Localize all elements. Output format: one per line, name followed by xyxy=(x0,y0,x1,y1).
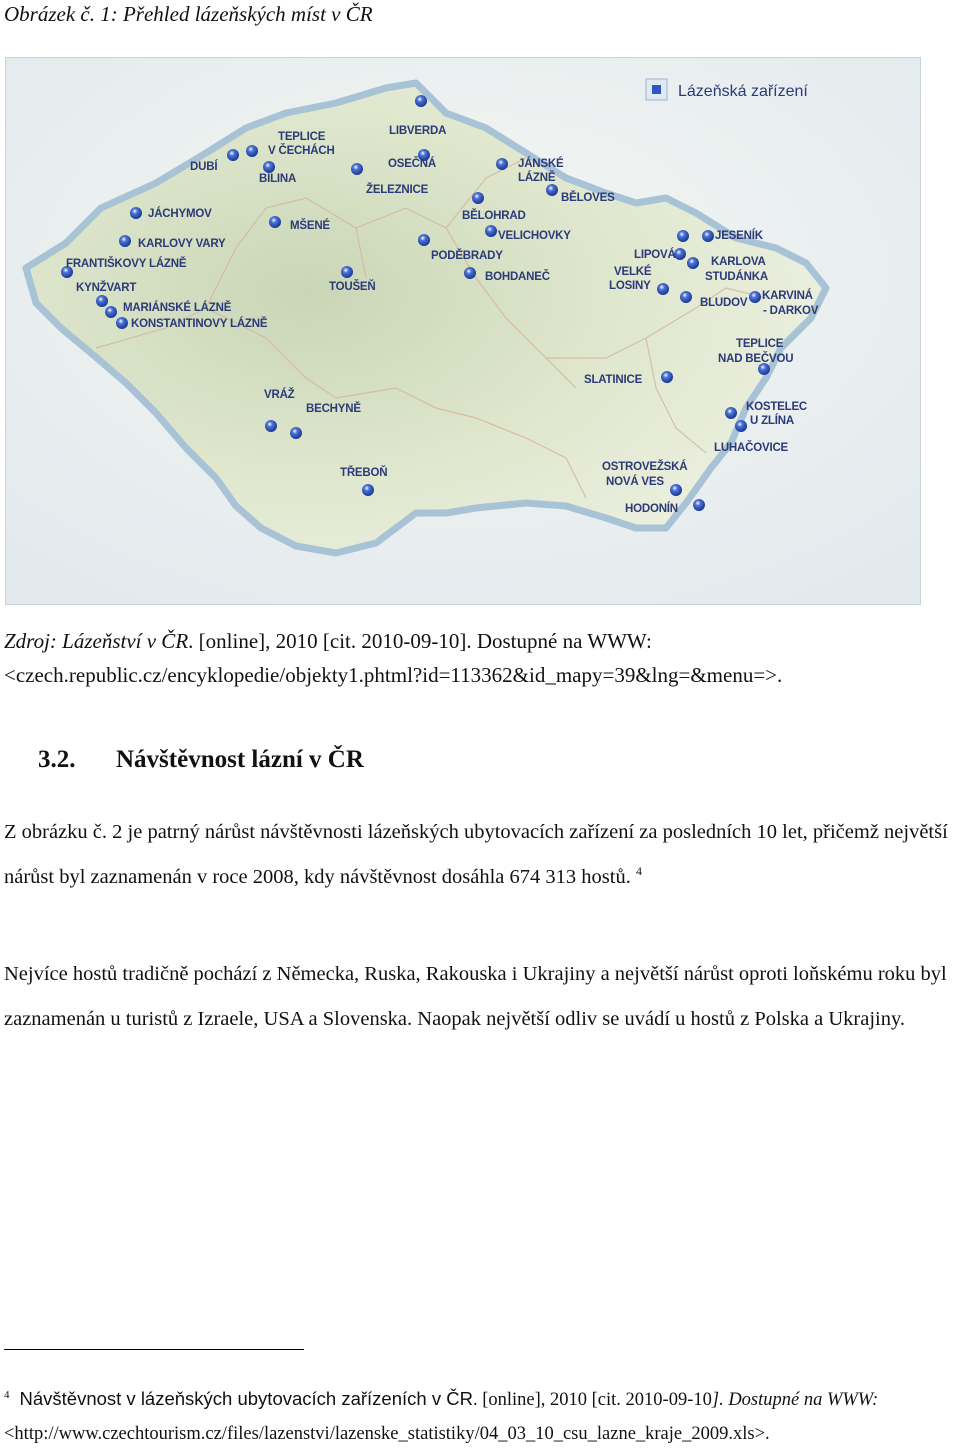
paragraph xyxy=(4,952,956,1042)
spa-label: JESENÍK xyxy=(715,230,763,242)
spa-label: PODĚBRADY xyxy=(431,250,503,262)
spa-marker xyxy=(362,484,374,496)
spa-map-svg xyxy=(6,58,920,604)
paragraph-text: Nejvíce hostů tradičně pochází z Německa, Ruska, Rakouska i Ukrajiny a největší nárůst oproti loňskému roku byl zaznamenán u turistů z Izraele, USA a Slovenska. Naopak největší odliv se uvádí u hostů z Polska a Ukrajiny. xyxy=(4,963,947,1030)
spa-label: TŘEBOŇ xyxy=(340,467,388,479)
spa-marker xyxy=(105,306,117,318)
spa-marker xyxy=(116,317,128,329)
spa-label: BÍLINA xyxy=(259,173,297,185)
spa-label: BĚLOVES xyxy=(561,192,615,204)
spa-marker xyxy=(687,257,699,269)
spa-marker xyxy=(418,234,430,246)
spa-marker xyxy=(246,145,258,157)
spa-label: V ČECHÁCH xyxy=(268,145,335,157)
spa-marker xyxy=(290,427,302,439)
spa-label: TEPLICE xyxy=(736,338,784,350)
source-title: Lázeňství v ČR xyxy=(62,629,189,653)
spa-label: LOSINY xyxy=(609,280,651,292)
spa-marker xyxy=(657,283,669,295)
legend-marker-icon xyxy=(652,85,661,94)
spa-marker xyxy=(674,248,686,260)
section-title: Návštěvnost lázní v ČR xyxy=(116,746,364,773)
spa-marker xyxy=(749,291,761,303)
spa-label: OSEČNÁ xyxy=(388,158,437,170)
spa-label: MŠENÉ xyxy=(290,220,330,232)
section-heading xyxy=(38,746,364,774)
spa-label: BOHDANEČ xyxy=(485,271,550,283)
source-url: <czech.republic.cz/encyklopedie/objekty1.phtml?id=113362&id_mapy=39&lng=&menu=>. xyxy=(4,663,783,687)
spa-label: HODONÍN xyxy=(625,503,678,515)
spa-label: NOVÁ VES xyxy=(606,476,664,488)
source-details: . [online], 2010 [cit. 2010-09-10]. Dostupné na WWW: xyxy=(188,629,652,653)
spa-label: OSTROVEŽSKÁ xyxy=(602,461,688,473)
spa-label: BECHYNĚ xyxy=(306,403,361,415)
spa-marker xyxy=(735,420,747,432)
spa-marker xyxy=(351,163,363,175)
spa-label: KARLOVA xyxy=(711,256,766,268)
spa-label: BĚLOHRAD xyxy=(462,210,526,222)
spa-marker xyxy=(670,484,682,496)
spa-marker xyxy=(496,158,508,170)
spa-label: JÁCHYMOV xyxy=(148,208,212,220)
footnote-title: Návštěvnost v lázeňských ubytovacích zařízeních v ČR xyxy=(19,1388,473,1409)
spa-label: TOUŠEŇ xyxy=(329,281,376,293)
spa-label: KONSTANTINOVY LÁZNĚ xyxy=(131,318,268,330)
spa-marker xyxy=(341,266,353,278)
spa-marker xyxy=(130,207,142,219)
spa-marker xyxy=(119,235,131,247)
spa-marker xyxy=(693,499,705,511)
paragraph xyxy=(4,810,956,900)
spa-label: U ZLÍNA xyxy=(750,415,794,427)
spa-label: VRÁŽ xyxy=(264,389,295,401)
spa-label: - DARKOV xyxy=(763,305,819,317)
spa-label: LÁZNĚ xyxy=(518,172,556,184)
spa-label: NAD BEČVOU xyxy=(718,353,794,365)
spa-marker xyxy=(96,295,108,307)
spa-label: LIPOVÁ xyxy=(634,249,676,261)
spa-label: VELKÉ xyxy=(614,266,652,278)
spa-label: BLUDOV xyxy=(700,297,748,309)
source-prefix: Zdroj: xyxy=(4,629,63,653)
spa-label: TEPLICE xyxy=(278,131,326,143)
spa-label: ŽELEZNICE xyxy=(366,184,429,196)
footnote xyxy=(4,1382,958,1451)
spa-marker xyxy=(227,149,239,161)
spa-marker xyxy=(677,230,689,242)
footnote-details: . [online], 2010 [cit. 2010-09-10 xyxy=(472,1390,712,1410)
spa-label: JÁNSKÉ xyxy=(518,158,564,170)
legend-label: Lázeňská zařízení xyxy=(678,83,808,100)
footnote-availability: ]. Dostupné na WWW: xyxy=(711,1390,879,1410)
spa-label: VELICHOVKY xyxy=(498,230,571,242)
spa-label: DUBÍ xyxy=(190,161,218,173)
spa-label: KARVINÁ xyxy=(762,290,813,302)
figure-caption: Obrázek č. 1: Přehled lázeňských míst v ČR xyxy=(4,2,373,26)
spa-marker xyxy=(265,420,277,432)
spa-marker xyxy=(485,225,497,237)
spa-marker xyxy=(702,230,714,242)
spa-label: STUDÁNKA xyxy=(705,271,768,283)
spa-label: LIBVERDA xyxy=(389,125,447,137)
spa-marker xyxy=(546,184,558,196)
section-number: 3.2. xyxy=(38,746,76,773)
footnote-separator xyxy=(4,1349,304,1350)
spa-label: LUHAČOVICE xyxy=(714,442,789,454)
spa-label: MARIÁNSKÉ LÁZNĚ xyxy=(123,302,232,314)
spa-marker xyxy=(263,161,275,173)
spa-map xyxy=(5,57,921,605)
paragraph-text: Z obrázku č. 2 je patrný nárůst návštěvnosti lázeňských ubytovacích zařízení za posledních 10 let, přičemž největší nárůst byl zaznamenán v roce 2008, kdy návštěvnost dosáhla 674 313 hostů. xyxy=(4,821,948,888)
spa-label: FRANTIŠKOVY LÁZNĚ xyxy=(66,258,187,270)
spa-label: KARLOVY VARY xyxy=(138,238,226,250)
footnote-url: <http://www.czechtourism.cz/files/lazenstvi/lazenske_statistiky/04_03_10_csu_lazne_kraje_2009.xls>. xyxy=(4,1424,770,1444)
footnote-reference: 4 xyxy=(635,864,642,879)
spa-marker xyxy=(680,291,692,303)
footnote-number: 4 xyxy=(4,1388,10,1401)
spa-label: KYNŽVART xyxy=(76,282,137,294)
spa-marker xyxy=(472,192,484,204)
spa-marker xyxy=(415,95,427,107)
spa-marker xyxy=(269,216,281,228)
spa-label: KOSTELEC xyxy=(746,401,808,413)
spa-marker xyxy=(661,371,673,383)
spa-marker xyxy=(464,267,476,279)
spa-label: SLATINICE xyxy=(584,374,643,386)
spa-marker xyxy=(725,407,737,419)
figure-source xyxy=(4,624,954,692)
